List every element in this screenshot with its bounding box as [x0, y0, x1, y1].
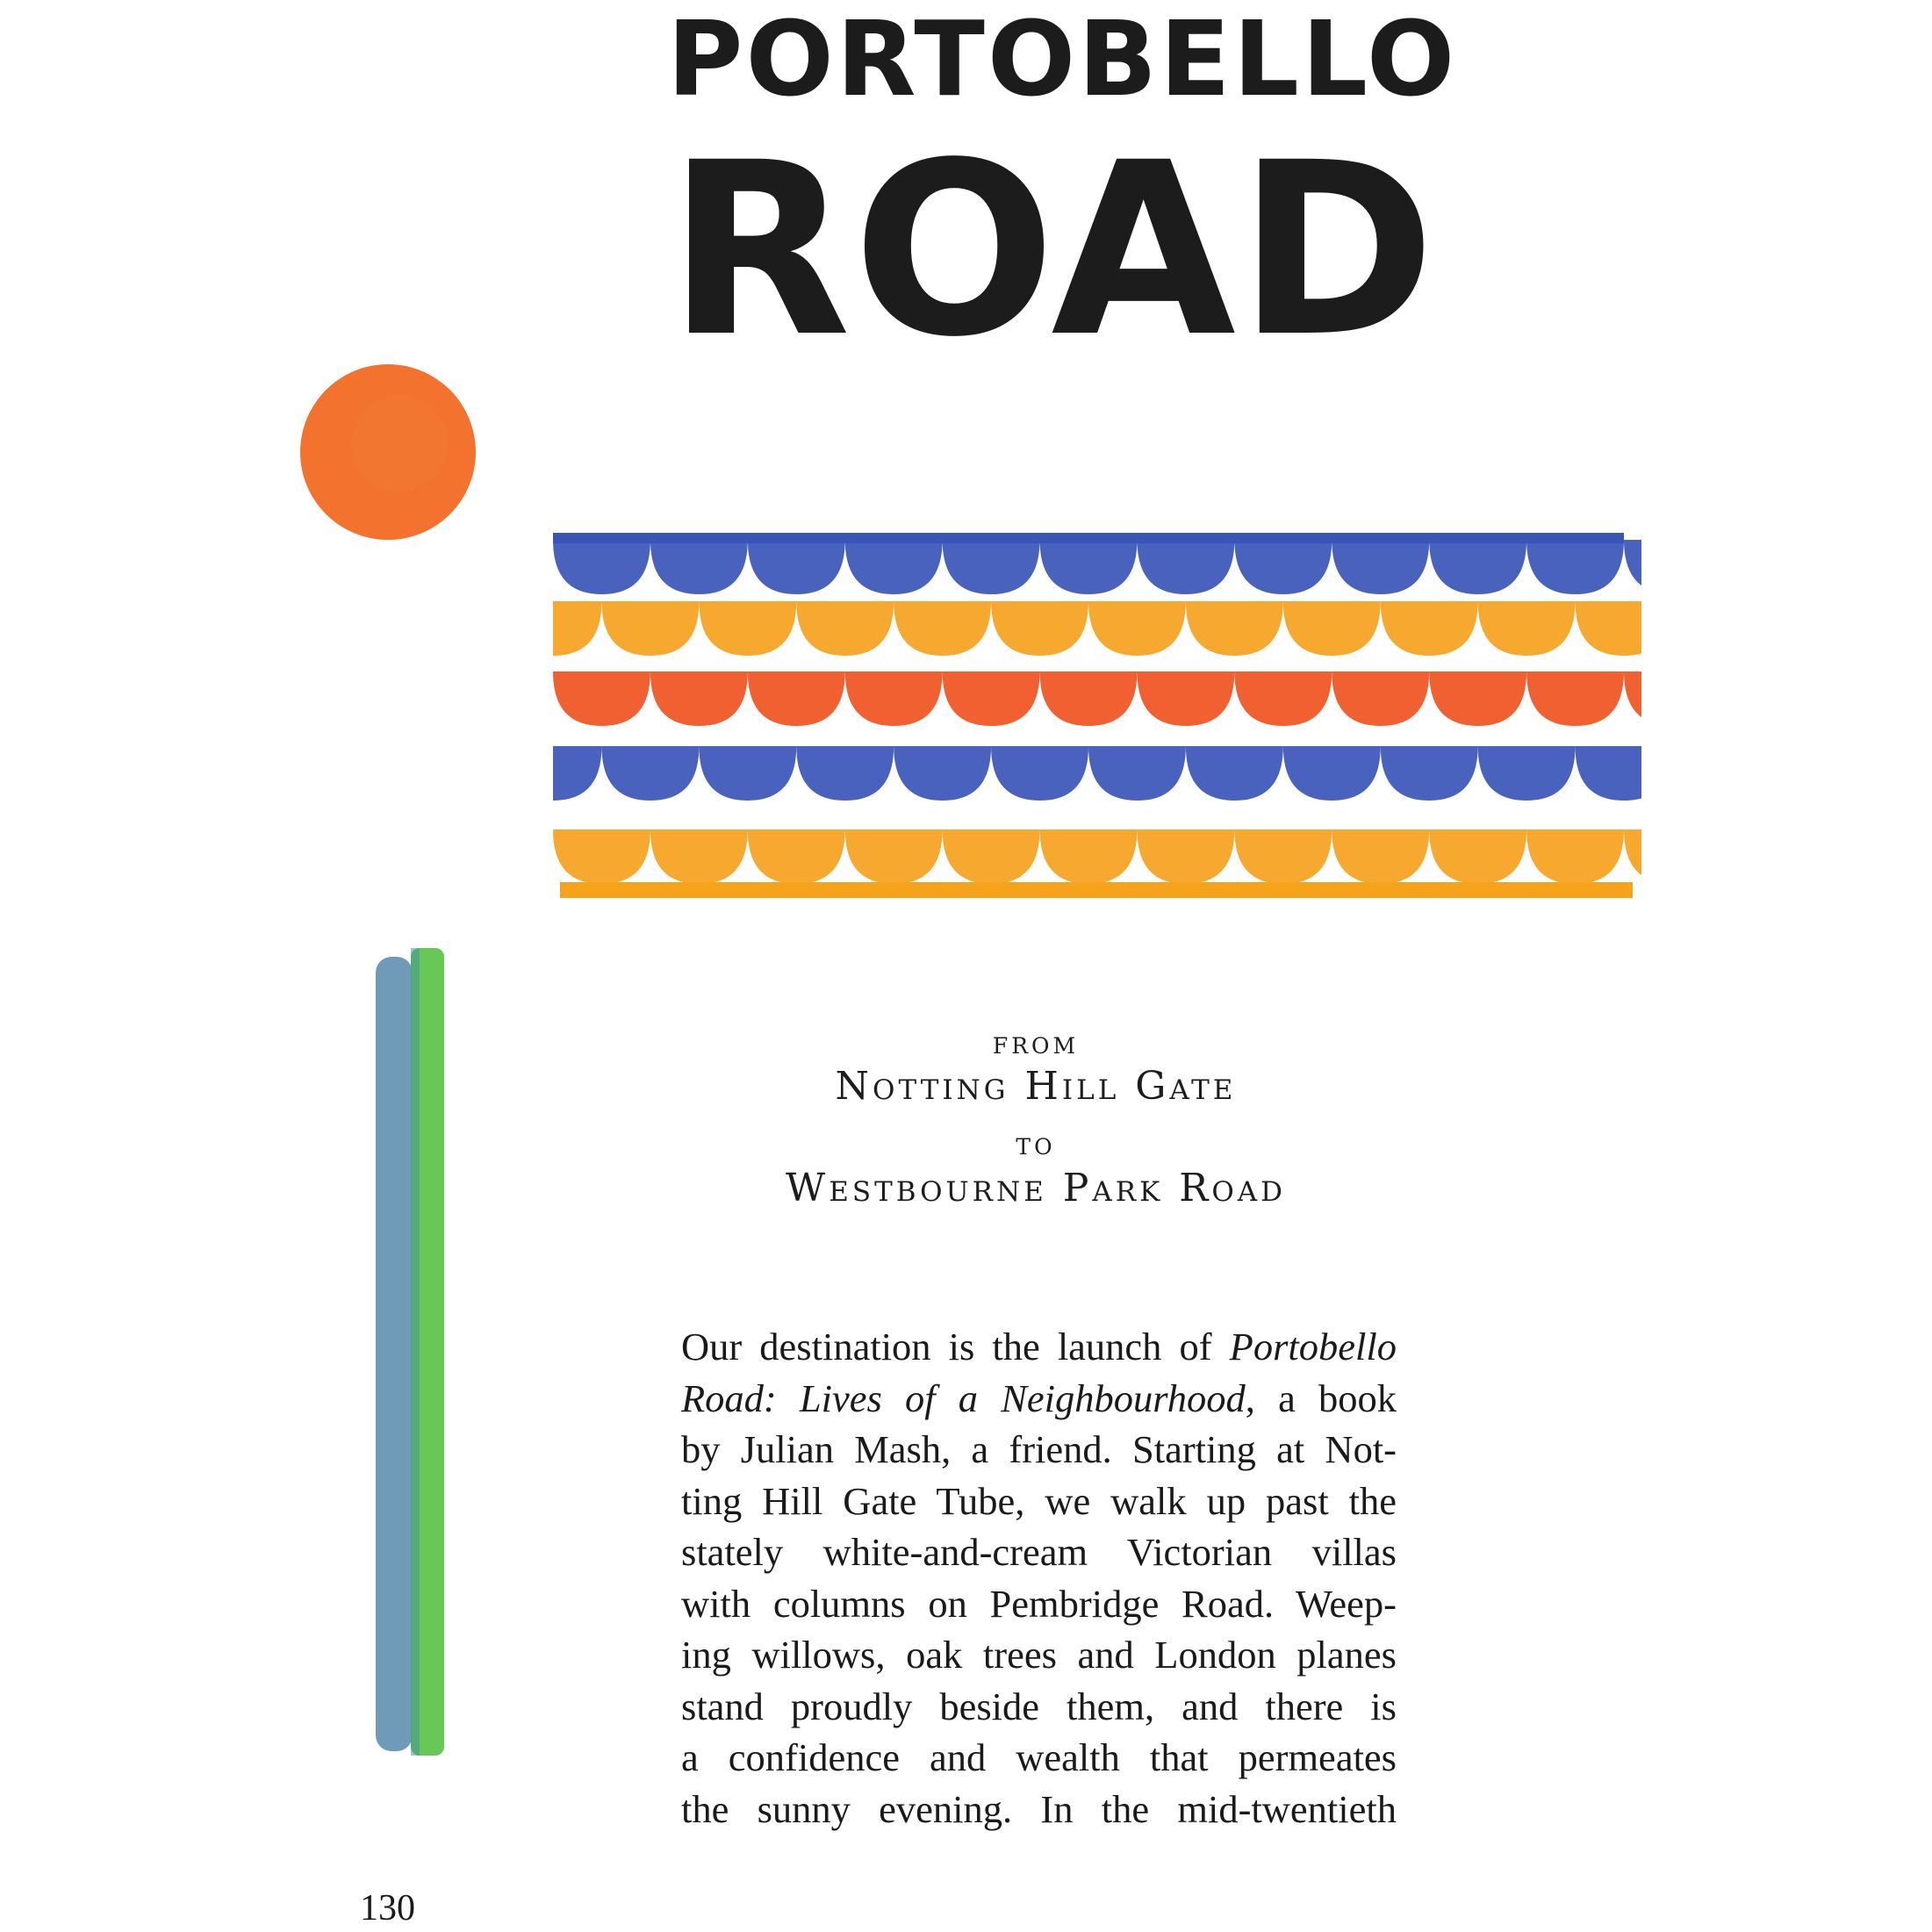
scallop-shape [1234, 540, 1332, 594]
scallop-shape [553, 746, 601, 801]
scallop-shape [1234, 830, 1332, 884]
body-paragraph [681, 1321, 1397, 1835]
scallop-shape [601, 746, 699, 801]
scallop-shape [650, 830, 748, 884]
scallop-shape [1576, 746, 1641, 801]
scallop-shape [748, 672, 845, 726]
scallop-shape [1186, 746, 1283, 801]
orange-circle-illustration [294, 360, 483, 544]
route-from-label: from [992, 1025, 1080, 1061]
scallop-shape [943, 830, 1040, 884]
route-end: Westbourne Park Road [785, 1166, 1286, 1210]
scallop-shape [1040, 830, 1138, 884]
scallop-shape [748, 830, 845, 884]
scallop-shape [796, 601, 894, 656]
scallop-shape [1234, 672, 1332, 726]
scallop-shape [1526, 540, 1624, 594]
scallop-shape [1478, 746, 1576, 801]
scallop-shape [1283, 601, 1381, 656]
scallop-pattern-illustration [553, 531, 1641, 913]
scallop-shape [1137, 672, 1234, 726]
scallop-shape [748, 540, 845, 594]
scallop-shape [1429, 672, 1526, 726]
body-line: ting Hill Gate Tube, we walk up past the [681, 1478, 1397, 1523]
scallop-shape [943, 540, 1040, 594]
scallop-shape [650, 540, 748, 594]
scallop-shape [1332, 672, 1429, 726]
scallop-shape [796, 746, 894, 801]
scallop-shape [699, 601, 796, 656]
scallop-shape [1624, 830, 1641, 884]
scallop-shape [991, 746, 1088, 801]
body-line: Road: Lives of a Neighbourhood, a book [681, 1375, 1397, 1420]
route-to-label: to [1016, 1126, 1056, 1162]
scallop-shape [943, 672, 1040, 726]
scallop-shape [1040, 540, 1138, 594]
body-line: ing willows, oak trees and London planes [681, 1633, 1397, 1677]
page-number: 130 [360, 1888, 415, 1928]
scallop-shape [1526, 672, 1624, 726]
scallop-shape [845, 672, 943, 726]
body-line: by Julian Mash, a friend. Starting at Not- [681, 1427, 1397, 1471]
body-line: the sunny evening. In the mid-twentieth [681, 1786, 1397, 1831]
scallop-shape [1137, 830, 1234, 884]
scallop-shape [991, 601, 1088, 656]
route-start: Notting Hill Gate [835, 1064, 1237, 1109]
scallop-shape [699, 746, 796, 801]
scallop-shape [1283, 746, 1381, 801]
scallop-shape [894, 746, 991, 801]
scallop-shape [1624, 540, 1641, 594]
scallop-shape [1088, 746, 1186, 801]
scallop-shape [845, 830, 943, 884]
scallop-shape [1137, 540, 1234, 594]
body-line: a confidence and wealth that permeates [681, 1735, 1397, 1779]
scallop-shape [601, 601, 699, 656]
body-line: stand proudly beside them, and there is [681, 1684, 1397, 1728]
scallop-shape [1040, 672, 1138, 726]
scallop-shape [894, 601, 991, 656]
body-line: stately white-and-cream Victorian villas [681, 1530, 1397, 1574]
scallop-shape [553, 672, 650, 726]
scallop-shape [1624, 672, 1641, 726]
scallop-shape [1526, 830, 1624, 884]
scallop-shape [1429, 540, 1526, 594]
body-line: with columns on Pembridge Road. Weep- [681, 1581, 1397, 1626]
scallop-shape [1576, 601, 1641, 656]
blue-stripe [376, 957, 413, 1751]
scallop-shape [1381, 601, 1478, 656]
scallop-shape [650, 672, 748, 726]
scallop-shape [1429, 830, 1526, 884]
scallop-shape [1088, 601, 1186, 656]
scallop-shape [1332, 540, 1429, 594]
pattern-bottom-band [560, 882, 1633, 898]
scallop-shape [1381, 746, 1478, 801]
scallop-shape [553, 540, 650, 594]
body-line: Our destination is the launch of Portobello [681, 1325, 1397, 1368]
title-line-1: PORTOBELLO [667, 0, 1458, 119]
scallop-shape [553, 830, 650, 884]
scallop-shape [845, 540, 943, 594]
scallop-shape [553, 601, 601, 656]
title-line-2: ROAD [667, 112, 1438, 390]
vertical-stripes-illustration [369, 948, 465, 1764]
scallop-shape [1332, 830, 1429, 884]
scallop-shape [1186, 601, 1283, 656]
scallop-shape [1478, 601, 1576, 656]
